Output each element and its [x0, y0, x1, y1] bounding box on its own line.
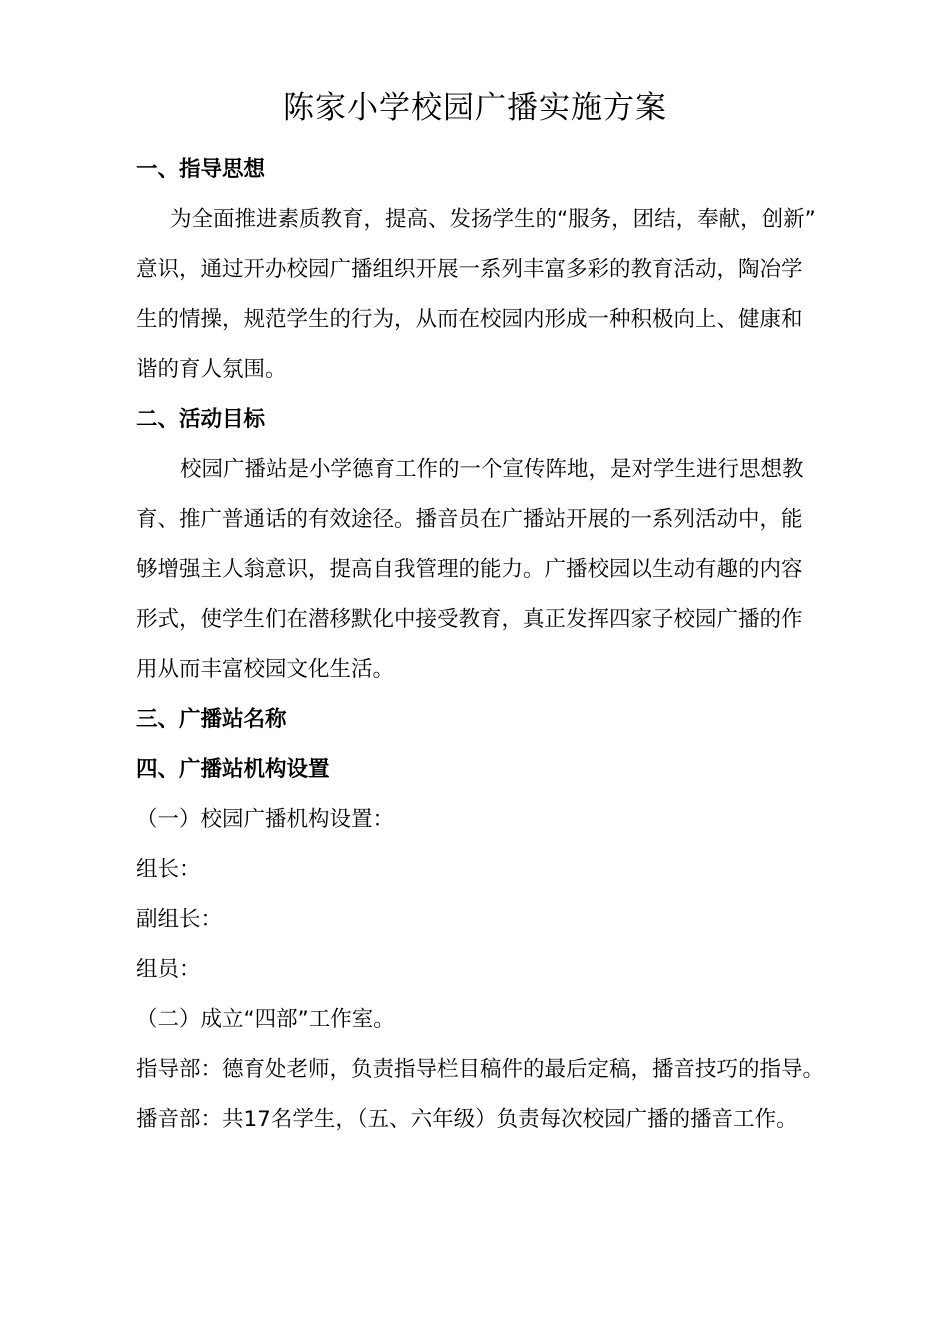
paragraph-line: 谐的育人氛围。	[136, 357, 287, 382]
section-heading-organization: 四、广播站机构设置	[136, 757, 330, 782]
role-line-deputy-leader: 副组长：	[136, 907, 223, 932]
paragraph-line: 育、推广普通话的有效途径。播音员在广播站开展的一系列活动中，能	[136, 507, 803, 532]
role-line-leader: 组长：	[136, 857, 201, 882]
section-heading-guiding-ideology: 一、指导思想	[136, 157, 266, 182]
paragraph-line: 意识，通过开办校园广播组织开展一系列丰富多彩的教育活动，陶冶学	[136, 257, 803, 282]
subsection-heading-four-departments: （二）成立“四部”工作室。	[136, 1007, 395, 1032]
paragraph-line: 校园广播站是小学德育工作的一个宣传阵地，是对学生进行思想教	[180, 457, 804, 482]
paragraph-line: 生的情操，规范学生的行为，从而在校园内形成一种积极向上、健康和	[136, 307, 803, 332]
section-heading-station-name: 三、广播站名称	[136, 707, 287, 732]
subsection-heading-structure: （一）校园广播机构设置：	[136, 807, 395, 832]
department-line-broadcasting: 播音部：共17名学生，（五、六年级）负责每次校园广播的播音工作。	[136, 1107, 798, 1132]
document-title: 陈家小学校园广播实施方案	[283, 90, 667, 126]
paragraph-line: 为全面推进素质教育，提高、发扬学生的“服务，团结，奉献，创新”	[170, 207, 816, 232]
role-line-members: 组员：	[136, 957, 201, 982]
document-body	[136, 145, 852, 1145]
department-line-guidance: 指导部：德育处老师，负责指导栏目稿件的最后定稿，播音技巧的指导。	[136, 1057, 825, 1082]
paragraph-line: 够增强主人翁意识，提高自我管理的能力。广播校园以生动有趣的内容	[136, 557, 803, 582]
paragraph-line: 形式，使学生们在潜移默化中接受教育，真正发挥四家子校园广播的作	[136, 607, 803, 632]
paragraph-line: 用从而丰富校园文化生活。	[136, 657, 395, 682]
section-heading-activity-goals: 二、活动目标	[136, 407, 266, 432]
